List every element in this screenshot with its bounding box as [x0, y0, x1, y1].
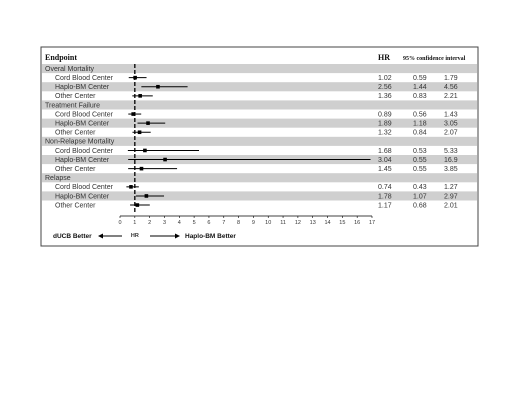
hr-value: 1.36 [378, 93, 392, 101]
ci-lower-value: 1.07 [413, 193, 427, 201]
ci-lower-value: 1.44 [413, 84, 427, 92]
hr-marker [138, 130, 142, 134]
row-label: Other Center [55, 93, 96, 101]
x-axis-label: HR [130, 233, 139, 239]
hr-value: 1.89 [378, 120, 392, 128]
group-label: Non-Relapse Mortality [45, 138, 115, 146]
group-label: Treatment Failure [45, 102, 100, 110]
row-label: Cord Blood Center [55, 147, 113, 155]
ci-upper-value: 3.05 [444, 120, 458, 128]
row-label: Other Center [55, 166, 96, 173]
ci-upper-value: 4.56 [444, 84, 458, 92]
hr-value: 1.78 [378, 193, 392, 201]
x-tick-label: 15 [339, 220, 346, 226]
group-band [42, 64, 477, 73]
ci-lower-value: 1.18 [413, 120, 427, 128]
ci-header: 95% confidence interval [403, 56, 466, 62]
row-label: Haplo-BM Center [55, 193, 110, 201]
hr-marker [143, 149, 147, 153]
x-tick-label: 7 [222, 220, 226, 226]
hr-value: 1.68 [378, 147, 392, 155]
endpoint-header: Endpoint [45, 53, 78, 62]
left-arrow-head [98, 234, 103, 239]
x-tick-label: 4 [177, 220, 181, 226]
hr-marker [145, 194, 149, 198]
ci-lower-value: 0.53 [413, 147, 427, 155]
hr-value: 1.45 [378, 166, 392, 173]
right-arrow-head [175, 234, 180, 239]
ci-upper-value: 2.97 [444, 193, 458, 201]
row-label: Other Center [55, 202, 96, 210]
ci-upper-value: 1.43 [444, 111, 458, 119]
ci-lower-value: 0.43 [413, 184, 427, 192]
row-label: Haplo-BM Center [55, 156, 110, 164]
hr-marker [156, 85, 160, 89]
hr-marker [140, 167, 144, 171]
hr-value: 1.17 [378, 202, 392, 210]
x-tick-label: 1 [133, 220, 137, 226]
ci-lower-value: 0.84 [413, 129, 427, 137]
row-label: Haplo-BM Center [55, 120, 110, 128]
row-label: Cord Blood Center [55, 111, 113, 119]
hr-marker [136, 203, 140, 207]
ci-lower-value: 0.83 [413, 93, 427, 101]
hr-marker [163, 158, 167, 162]
ci-upper-value: 2.21 [444, 93, 458, 101]
x-tick-label: 12 [294, 220, 301, 226]
ci-lower-value: 0.55 [413, 166, 427, 173]
favors-left-label: dUCB Better [53, 233, 92, 240]
ci-lower-value: 0.55 [413, 156, 427, 164]
x-tick-label: 8 [237, 220, 241, 226]
hr-marker [138, 94, 142, 98]
row-label: Cord Blood Center [55, 184, 113, 192]
hr-marker [129, 185, 133, 189]
hr-value: 2.56 [378, 84, 392, 92]
x-tick-label: 13 [309, 220, 316, 226]
ci-upper-value: 1.27 [444, 184, 458, 192]
x-tick-label: 5 [192, 220, 196, 226]
ci-lower-value: 0.59 [413, 75, 427, 82]
x-tick-label: 11 [280, 220, 286, 226]
ci-upper-value: 2.07 [444, 129, 458, 137]
hr-value: 1.32 [378, 129, 392, 137]
hr-header: HR [378, 53, 390, 62]
row-label: Haplo-BM Center [55, 84, 110, 92]
x-tick-label: 6 [207, 220, 211, 226]
favors-right-label: Haplo-BM Better [185, 233, 236, 240]
ci-lower-value: 0.56 [413, 111, 427, 119]
ci-upper-value: 2.01 [444, 202, 458, 210]
group-band [42, 100, 477, 109]
group-band [42, 173, 477, 182]
x-tick-label: 0 [118, 220, 122, 226]
ci-upper-value: 16.9 [444, 156, 458, 164]
row-label: Cord Blood Center [55, 75, 113, 82]
hr-marker [146, 121, 150, 125]
x-tick-label: 17 [368, 220, 376, 226]
hr-value: 3.04 [378, 156, 392, 164]
hr-value: 0.74 [378, 184, 392, 192]
x-tick-label: 9 [251, 220, 255, 226]
ci-upper-value: 1.79 [444, 75, 458, 82]
ci-upper-value: 5.33 [444, 147, 458, 155]
x-tick-label: 3 [162, 220, 167, 226]
row-label: Other Center [55, 129, 96, 137]
group-label: Overal Mortality [45, 65, 95, 73]
ci-lower-value: 0.68 [413, 202, 427, 210]
x-tick-label: 14 [324, 220, 331, 226]
x-tick-label: 16 [354, 220, 361, 226]
ci-upper-value: 3.85 [444, 166, 458, 173]
x-tick-label: 2 [148, 220, 152, 226]
x-tick-label: 10 [265, 220, 272, 226]
hr-value: 0.89 [378, 111, 392, 119]
hr-value: 1.02 [378, 75, 392, 82]
group-label: Relapse [45, 175, 71, 183]
